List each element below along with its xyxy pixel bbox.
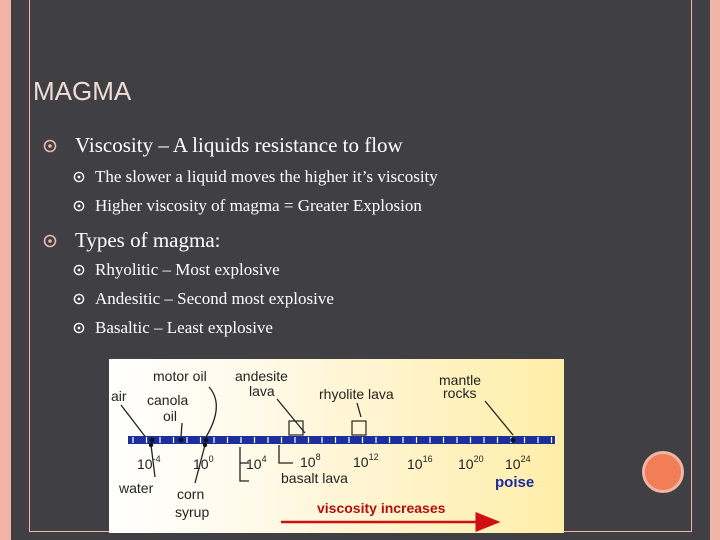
label-mantle-line1: mantle [439, 372, 482, 388]
slide-title: MAGMA [33, 76, 132, 106]
sub-bullet-icon [73, 319, 85, 331]
sub-bullet-rhyolitic [73, 260, 280, 280]
sub-bullet-icon [73, 168, 85, 180]
label-air: air [111, 388, 127, 404]
connector-mantle [485, 401, 513, 435]
bullet-icon [43, 134, 57, 148]
bottom-connectors [151, 445, 293, 483]
label-andesite-line2: lava [249, 383, 275, 399]
viscosity-scale-bar [128, 436, 555, 444]
marker-motor-oil [204, 438, 209, 443]
sub-bullet-icon [73, 261, 85, 273]
sub-bullet-text: Higher viscosity of magma = Greater Explosion [95, 196, 422, 215]
tick-label-2: $10^4$ [246, 454, 267, 472]
tick-label-1: $10^0$ [193, 454, 214, 472]
label-andesite-line1: andesite [235, 368, 288, 384]
tick-labels [137, 452, 531, 472]
rhyolite-range-box [352, 421, 366, 435]
label-canola-oil-line1: canola [147, 392, 189, 408]
connector-air [121, 405, 147, 439]
sub-bullet-icon [73, 290, 85, 302]
tick-label-0: $10^{-4}$ [137, 454, 161, 472]
sub-bullet-icon [73, 197, 85, 209]
sub-bullet-slower [73, 167, 438, 187]
connector-rhyolite [357, 403, 361, 417]
marker-canola-oil [179, 438, 184, 443]
label-basalt-lava: basalt lava [281, 470, 348, 486]
connector-andesite [277, 399, 305, 433]
sub-bullet-basaltic [73, 318, 273, 338]
sub-bullet-text: Rhyolitic – Most explosive [95, 260, 280, 279]
marker-mantle-rocks [511, 438, 516, 443]
sub-bullet-text: Basaltic – Least explosive [95, 318, 273, 337]
sub-bullet-andesitic [73, 289, 334, 309]
sub-bullet-higher [73, 196, 422, 216]
label-corn-line1: corn [177, 486, 205, 502]
label-viscosity-increases: viscosity increases [317, 500, 446, 516]
label-corn-line2: syrup [175, 504, 210, 520]
decorative-circle [642, 451, 684, 493]
label-rhyolite-lava: rhyolite lava [319, 386, 394, 402]
tick-label-3: $10^8$ [300, 452, 321, 470]
marker-water [149, 443, 153, 447]
tick-label-6: $10^{20}$ [458, 454, 484, 472]
label-motor-oil: motor oil [153, 368, 207, 384]
tick-label-5: $10^{16}$ [407, 454, 433, 472]
label-mantle-line2: rocks [443, 385, 477, 401]
sub-bullet-text: The slower a liquid moves the higher it’s viscosity [95, 167, 438, 186]
marker-corn-syrup [203, 443, 207, 447]
bullet-types [43, 228, 221, 253]
label-unit-poise: poise [495, 474, 535, 491]
connector-canola [181, 423, 182, 437]
bullet-text: Types of magma: [75, 228, 221, 252]
connector-motor-oil [206, 387, 216, 437]
bullet-text: Viscosity – A liquids resistance to flow [75, 133, 403, 157]
sub-bullet-text: Andesitic – Second most explosive [95, 289, 334, 308]
viscosity-scale-svg [109, 359, 564, 533]
viscosity-scale-diagram [109, 359, 564, 533]
tick-label-7: $10^{24}$ [505, 454, 531, 472]
bullet-viscosity [43, 133, 403, 158]
tick-label-4: $10^{12}$ [353, 452, 379, 470]
label-water: water [119, 480, 154, 496]
marker-air [150, 438, 155, 443]
basalt-bracket-right [279, 445, 293, 463]
bullet-icon [43, 229, 57, 243]
label-canola-oil-line2: oil [163, 408, 178, 424]
